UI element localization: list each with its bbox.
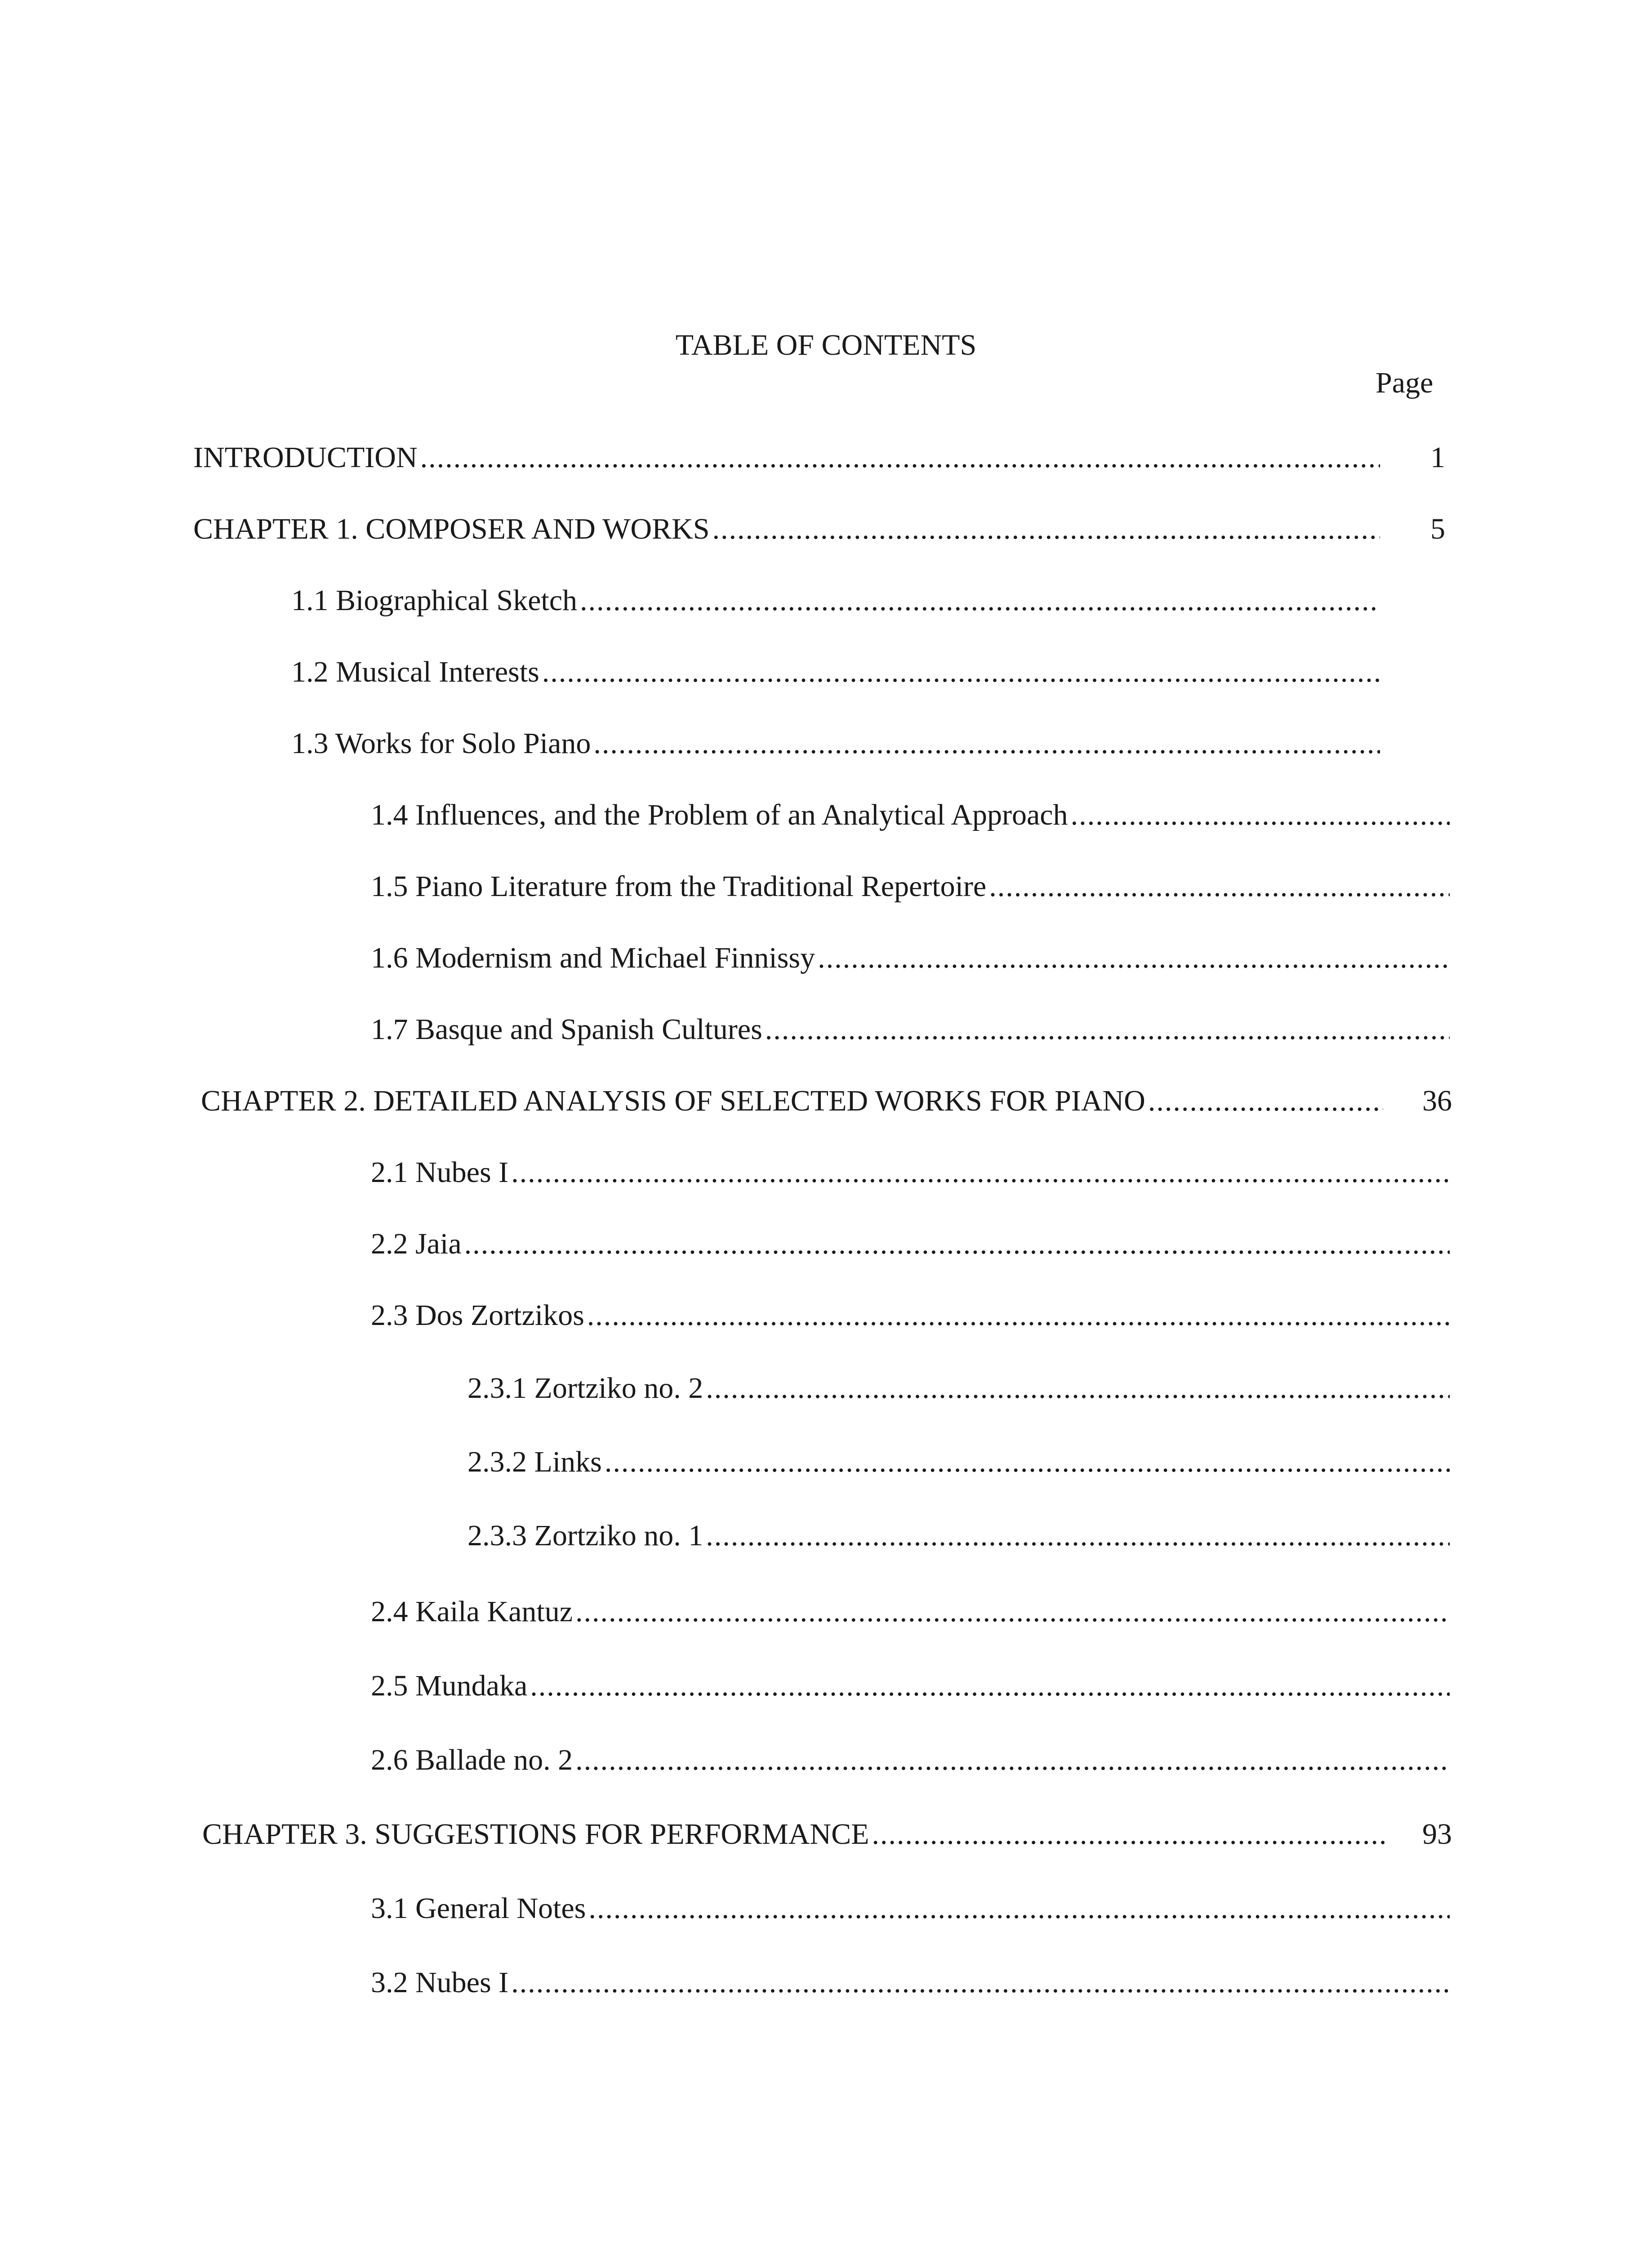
dot-leader bbox=[1145, 1083, 1383, 1119]
toc-entry-2-3[interactable] bbox=[371, 1298, 1450, 1334]
toc-entry-label: 3.1 General Notes bbox=[371, 1892, 586, 1925]
toc-entry-label: CHAPTER 2. DETAILED ANALYSIS OF SELECTED WORKS FOR PIANO bbox=[201, 1084, 1145, 1117]
toc-page-number: 1 bbox=[1430, 441, 1445, 474]
toc-entry-label: CHAPTER 3. SUGGESTIONS FOR PERFORMANCE bbox=[202, 1818, 869, 1851]
dot-leader bbox=[710, 511, 1380, 547]
toc-entry-label: 1.1 Biographical Sketch bbox=[291, 584, 578, 617]
page-column-label: Page bbox=[1376, 366, 1434, 399]
toc-entry-label: CHAPTER 1. COMPOSER AND WORKS bbox=[193, 513, 710, 545]
dot-leader bbox=[573, 1742, 1450, 1778]
dot-leader bbox=[462, 1226, 1450, 1262]
toc-entry-label: 2.3 Dos Zortzikos bbox=[371, 1299, 584, 1332]
toc-entry-2-2[interactable] bbox=[371, 1226, 1450, 1262]
toc-entry-2-1[interactable] bbox=[371, 1155, 1450, 1191]
toc-entry-1-6[interactable] bbox=[371, 940, 1450, 976]
dot-leader bbox=[986, 869, 1450, 905]
toc-entry-1-1[interactable] bbox=[291, 583, 1380, 619]
dot-leader bbox=[762, 1012, 1450, 1048]
dot-leader bbox=[703, 1518, 1450, 1554]
toc-entry-label: 2.3.1 Zortziko no. 2 bbox=[468, 1372, 704, 1405]
toc-entry-label: 1.6 Modernism and Michael Finnissy bbox=[371, 941, 815, 974]
dot-leader bbox=[527, 1668, 1450, 1704]
toc-entry-2-6[interactable] bbox=[371, 1742, 1450, 1778]
toc-entry-label: 2.3.3 Zortziko no. 1 bbox=[468, 1519, 704, 1552]
dot-leader bbox=[815, 940, 1450, 976]
toc-page-number: 5 bbox=[1430, 513, 1445, 545]
dot-leader bbox=[418, 440, 1380, 476]
dot-leader bbox=[591, 726, 1380, 762]
toc-entry-label: INTRODUCTION bbox=[193, 441, 418, 474]
toc-entry-label: 1.4 Influences, and the Problem of an Analytical Approach bbox=[371, 798, 1068, 831]
toc-entry-label: 1.3 Works for Solo Piano bbox=[291, 727, 591, 760]
toc-entry-label: 1.5 Piano Literature from the Traditional Repertoire bbox=[371, 870, 987, 903]
dot-leader bbox=[584, 1298, 1450, 1334]
toc-entry-2-5[interactable] bbox=[371, 1668, 1450, 1704]
toc-entry-chapter-2[interactable] bbox=[201, 1083, 1383, 1119]
toc-entry-1-7[interactable] bbox=[371, 1012, 1450, 1048]
toc-entry-introduction[interactable] bbox=[193, 440, 1380, 476]
toc-entry-chapter-3[interactable] bbox=[202, 1816, 1385, 1852]
dot-leader bbox=[573, 1594, 1450, 1630]
toc-entry-2-4[interactable] bbox=[371, 1594, 1450, 1630]
toc-entry-2-3-3[interactable] bbox=[468, 1518, 1450, 1554]
toc-entry-1-2[interactable] bbox=[291, 654, 1380, 690]
toc-entry-1-4[interactable] bbox=[371, 797, 1450, 833]
toc-entry-label: 2.5 Mundaka bbox=[371, 1669, 528, 1702]
toc-entry-1-3[interactable] bbox=[291, 726, 1380, 762]
dot-leader bbox=[869, 1816, 1385, 1852]
toc-entry-label: 1.7 Basque and Spanish Cultures bbox=[371, 1013, 762, 1046]
dot-leader bbox=[1068, 797, 1450, 833]
dot-leader bbox=[539, 654, 1380, 690]
toc-entry-2-3-1[interactable] bbox=[468, 1370, 1450, 1406]
page-title: TABLE OF CONTENTS bbox=[675, 329, 977, 361]
toc-page-number: 93 bbox=[1422, 1818, 1452, 1851]
toc-entry-3-1[interactable] bbox=[371, 1891, 1450, 1927]
dot-leader bbox=[703, 1370, 1450, 1406]
toc-entry-chapter-1[interactable] bbox=[193, 511, 1380, 547]
dot-leader bbox=[577, 583, 1380, 619]
toc-entry-label: 2.2 Jaia bbox=[371, 1227, 462, 1260]
toc-entry-label: 2.6 Ballade no. 2 bbox=[371, 1744, 573, 1776]
toc-entry-label: 3.2 Nubes I bbox=[371, 1966, 509, 1999]
dot-leader bbox=[602, 1444, 1450, 1480]
dot-leader bbox=[586, 1891, 1450, 1927]
toc-page-number: 36 bbox=[1422, 1084, 1452, 1117]
toc-entry-label: 2.3.2 Links bbox=[468, 1445, 602, 1478]
toc-entry-1-5[interactable] bbox=[371, 869, 1450, 905]
toc-entry-3-2[interactable] bbox=[371, 1965, 1450, 2001]
dot-leader bbox=[508, 1155, 1450, 1191]
toc-entry-label: 2.1 Nubes I bbox=[371, 1156, 509, 1189]
toc-entry-label: 2.4 Kaila Kantuz bbox=[371, 1595, 573, 1628]
toc-entry-2-3-2[interactable] bbox=[468, 1444, 1450, 1480]
dot-leader bbox=[508, 1965, 1450, 2001]
toc-entry-label: 1.2 Musical Interests bbox=[291, 656, 539, 688]
